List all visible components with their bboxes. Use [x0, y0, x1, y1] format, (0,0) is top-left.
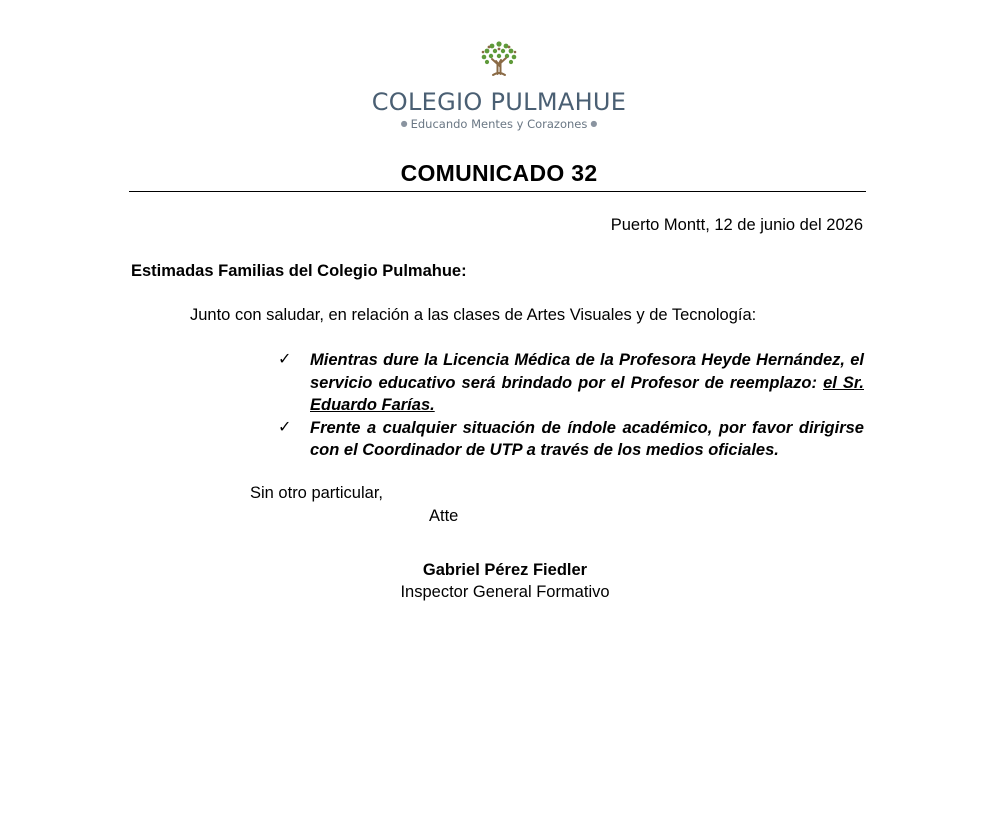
title-divider	[129, 191, 866, 192]
school-logo	[0, 40, 998, 132]
intro-paragraph: Junto con saludar, en relación a las clases de Artes Visuales y de Tecnología:	[190, 306, 757, 324]
checkmark-icon: ✓	[278, 351, 292, 368]
school-tagline	[0, 116, 998, 132]
announcement-list	[278, 349, 864, 462]
signer-name: Gabriel Pérez Fiedler	[422, 561, 588, 579]
list-item-underlined: el Sr. Eduardo Farías.	[310, 373, 864, 414]
tree-icon	[479, 40, 519, 78]
atte-line: Atte	[429, 507, 459, 525]
bullet-icon: ●	[400, 119, 408, 128]
document-title: COMUNICADO 32	[400, 160, 598, 186]
list-item-text: Mientras dure la Licencia Médica de la Profesora Heyde Hernández, el servicio educativo será brindado por el Profesor de reemplazo:	[310, 351, 864, 392]
closing-line: Sin otro particular,	[250, 484, 383, 502]
list-item	[278, 417, 864, 462]
list-item	[278, 349, 864, 417]
greeting: Estimadas Familias del Colegio Pulmahue:	[131, 262, 467, 280]
list-item-text: Frente a cualquier situación de índole académico, por favor dirigirse con el Coordinador de UTP a través de los medios oficiales.	[310, 418, 864, 459]
date-line: Puerto Montt, 12 de junio del 2026	[610, 216, 863, 234]
tagline-text: Educando Mentes y Corazones	[410, 117, 588, 131]
school-name: COLEGIO PULMAHUE	[371, 88, 627, 116]
signer-role: Inspector General Formativo	[400, 583, 610, 601]
checkmark-icon: ✓	[278, 418, 292, 436]
bullet-icon: ●	[590, 119, 598, 128]
